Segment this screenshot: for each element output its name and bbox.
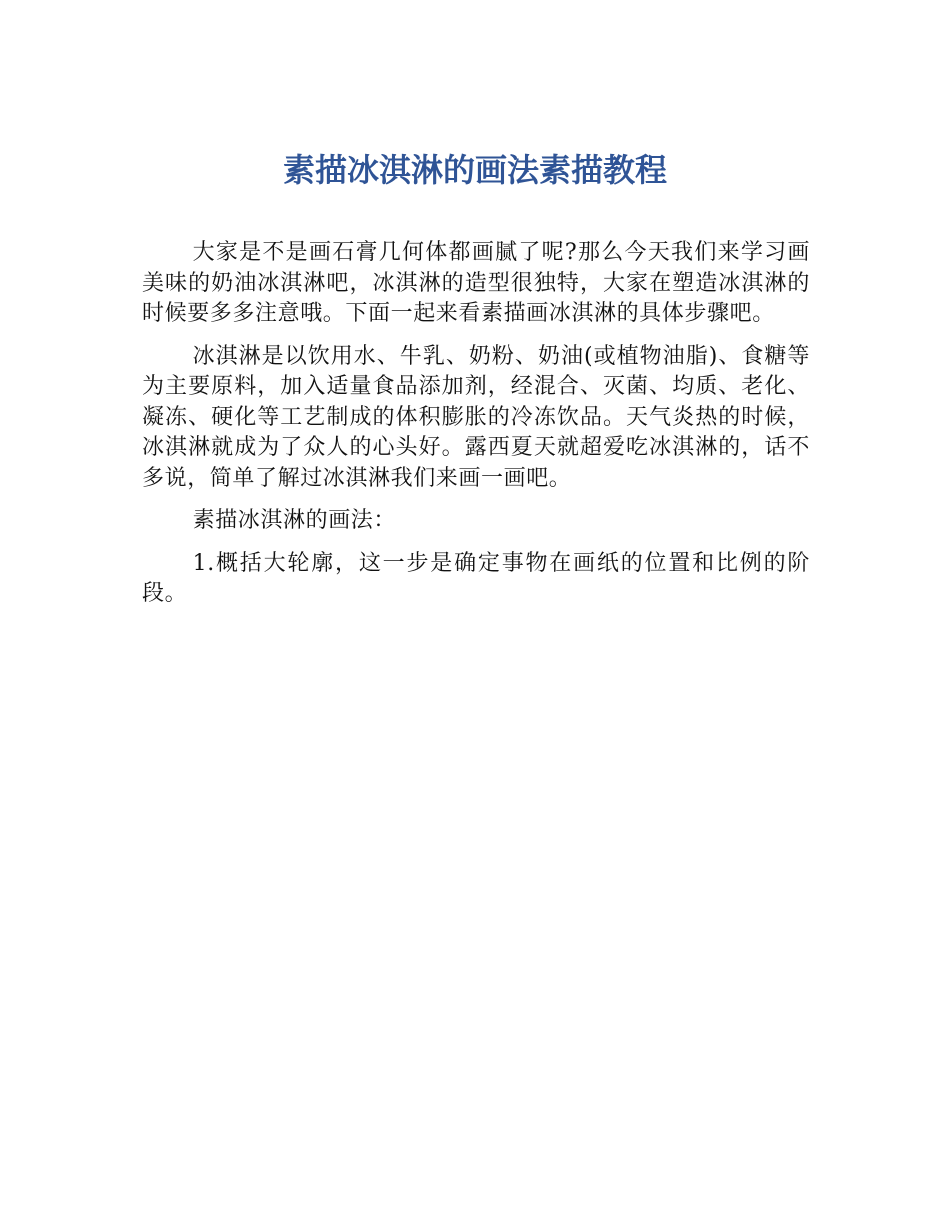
paragraph-step-1: 1.概括大轮廓，这一步是确定事物在画纸的位置和比例的阶段。 <box>142 550 810 606</box>
page-title: 素描冰淇淋的画法素描教程 <box>282 151 667 189</box>
paragraph-method-heading: 素描冰淇淋的画法： <box>192 508 396 533</box>
document-body <box>142 238 810 622</box>
paragraph-intro: 大家是不是画石膏几何体都画腻了呢?那么今天我们来学习画美味的奶油冰淇淋吧，冰淇淋的造型很独特，大家在塑造冰淇淋的时候要多多注意哦。下面一起来看素描画冰淇淋的具体步骤吧。 <box>142 240 810 326</box>
paragraph-definition: 冰淇淋是以饮用水、牛乳、奶粉、奶油(或植物油脂)、食糖等为主要原料，加入适量食品添加剂，经混合、灭菌、均质、老化、凝冻、硬化等工艺制成的体积膨胀的冷冻饮品。天气炎热的时候，冰淇淋就成为了众人的心头好。露西夏天就超爱吃冰淇淋的，话不多说，简单了解过冰淇淋我们来画一画吧。 <box>142 343 810 491</box>
